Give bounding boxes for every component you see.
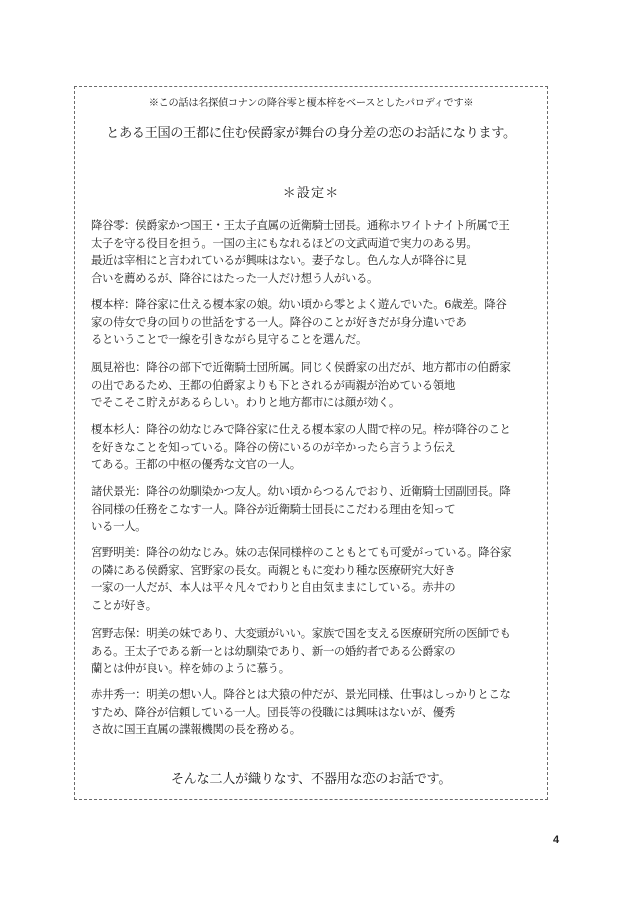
- entry-line: 宮野志保：明美の妹であり、大変頭がいい。家族で国を支える医療研究所の医師でも: [91, 626, 511, 640]
- character-entry-miyano-shiho: [91, 625, 539, 678]
- intro-line: とある王国の王都に住む侯爵家が舞台の身分差の恋のお話になります。: [106, 126, 516, 141]
- entry-line: 太子を守る役目を担う。一国の主にもなれるほどの文武両道で実力のある男。: [91, 235, 478, 250]
- dashed-border-frame: [74, 86, 548, 800]
- entry-line: さ故に国王直属の諜報機関の長を務める。: [91, 722, 301, 736]
- character-entry-akai: [91, 686, 539, 739]
- entry-line: 谷同様の任務をこなす一人。降谷が近衛騎士団長にこだわる理由を知って: [91, 501, 456, 516]
- settings-heading: ＊設定＊: [282, 186, 340, 201]
- character-entry-enomoto-azusa: [91, 296, 539, 349]
- entry-line: 降谷零：侯爵家かつ国王・王太子直属の近衛騎士団長。通称ホワイトナイト所属で王: [91, 218, 510, 232]
- entry-line: 一家の一人だが、本人は平々凡々でわりと自由気ままにしている。赤井の: [91, 580, 456, 594]
- entry-line: てある。王都の中枢の優秀な文官の一人。: [91, 457, 301, 471]
- entry-line: 諸伏景光：降谷の幼馴染かつ友人。幼い頃からつるんでおり、近衛騎士団副団長。降: [91, 484, 511, 498]
- entry-line: 最近は宰相にと言われているが興味はない。妻子なし。色んな人が降谷に見: [91, 253, 467, 267]
- character-entry-furuya: [91, 217, 539, 287]
- entry-line: の出であるため、王都の伯爵家よりも下とされるが両親が治めている領地: [91, 377, 455, 392]
- character-entry-morofushi: [91, 483, 539, 536]
- parody-note: ※この話は名探偵コナンの降谷零と榎本梓をベースとしたパロディです※: [148, 98, 474, 109]
- entry-line: るということで一線を引きながら見守ることを選んだ。: [91, 332, 368, 346]
- character-entry-miyano-akemi: [91, 544, 539, 614]
- character-entry-kazami: [91, 359, 539, 412]
- entry-line: 宮野明美：降谷の幼なじみ。妹の志保同様梓のこともとても可愛がっている。降谷家: [91, 545, 512, 559]
- page-number: 4: [553, 834, 560, 846]
- entry-line: 風見裕也：降谷の部下で近衛騎士団所属。同じく侯爵家の出だが、地方都市の伯爵家: [91, 360, 511, 374]
- character-entry-enomoto-sugito: [91, 421, 539, 474]
- entry-line: すため、降谷が信頼している一人。団長等の役職には興味はないが、優秀: [91, 704, 455, 719]
- entry-line: でそこそこ貯えがあるらしい。わりと地方都市には顔が効く。: [91, 395, 400, 409]
- entry-line: いる一人。: [91, 519, 147, 533]
- entry-line: 家の侍女で身の回りの世話をする一人。降谷のことが好きだが身分違いであ: [91, 314, 467, 329]
- entry-line: 合いを薦めるが、降谷にはたった一人だけ想う人がいる。: [91, 270, 379, 285]
- entry-line: の隣にある侯爵家、宮野家の長女。両親ともに変わり種な医療研究大好き: [91, 562, 456, 577]
- entry-line: ことが好き。: [91, 597, 157, 612]
- entry-line: 榎本杉人：降谷の幼なじみで降谷家に仕える榎本家の人間で梓の兄。梓が降谷のこと: [91, 422, 511, 436]
- closing-line: そんな二人が織りなす、不器用な恋のお話です。: [170, 772, 452, 787]
- entry-line: 赤井秀一：明美の想い人。降谷とは犬猿の仲だが、景光同様、仕事はしっかりとこな: [91, 687, 511, 701]
- entry-line: を好きなことを知っている。降谷の傍にいるのが辛かったら言うよう伝え: [91, 439, 456, 454]
- entry-line: 榎本梓：降谷家に仕える榎本家の娘。幼い頃から零とよく遊んでいた。6歳差。降谷: [91, 297, 507, 311]
- entry-line: ある。王太子である新一とは幼馴染であり、新一の婚約者である公爵家の: [91, 643, 456, 658]
- entry-line: 蘭とは仲が良い。梓を姉のように慕う。: [91, 661, 290, 675]
